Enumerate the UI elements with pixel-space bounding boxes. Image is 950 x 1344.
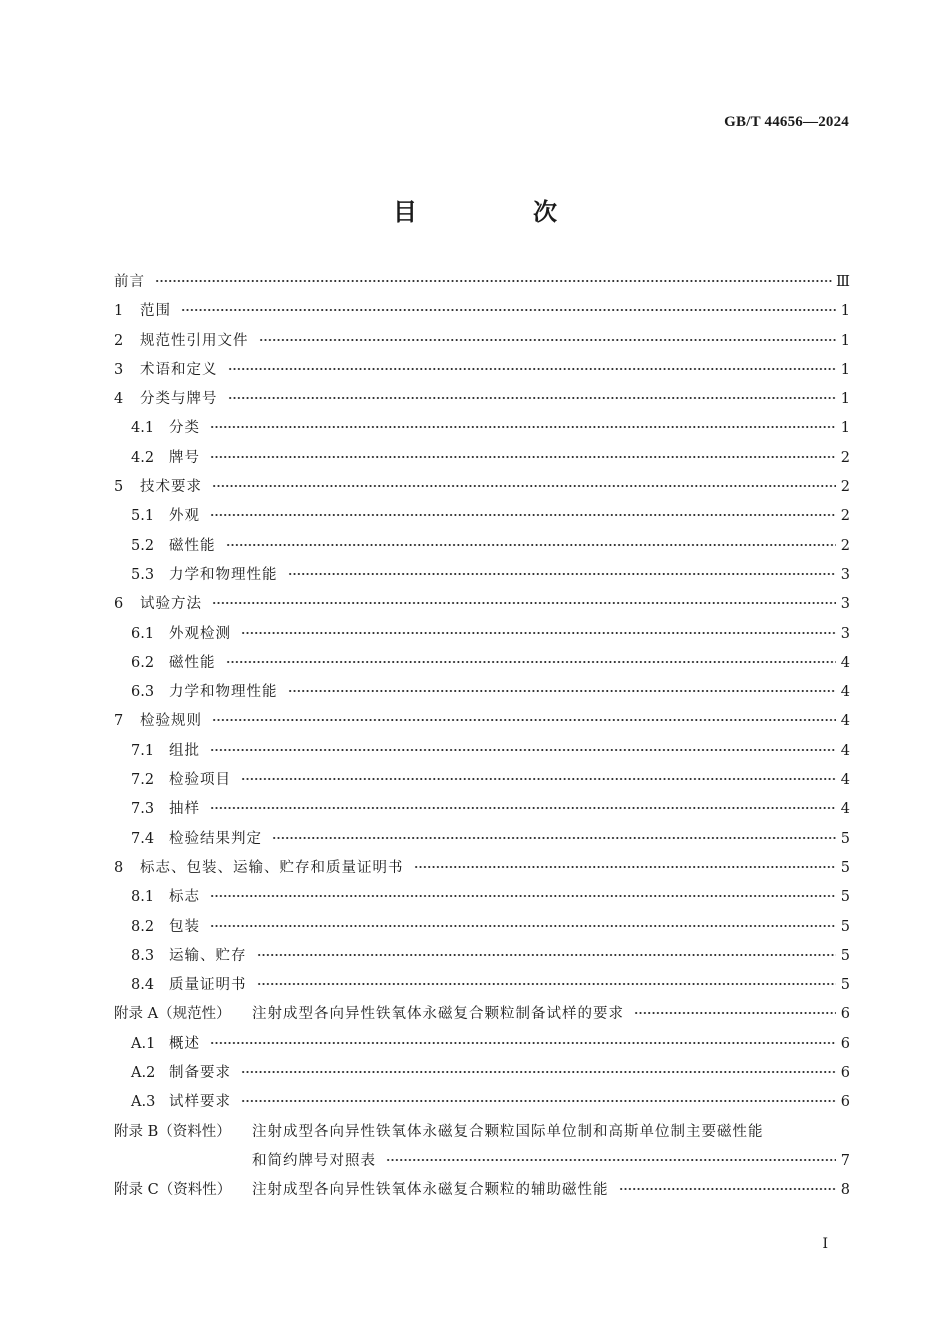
toc-entry[interactable]	[114, 709, 850, 738]
toc-entry-title: 标志	[169, 889, 200, 906]
document-number: GB/T 44656—2024	[724, 114, 849, 130]
toc-entry-title: 检验结果判定	[169, 830, 262, 847]
toc-page-number: 4	[840, 742, 850, 759]
toc-dot-leader	[226, 538, 837, 552]
toc-page-number: 5	[840, 918, 850, 935]
toc-entry[interactable]	[114, 885, 850, 914]
toc-page-number: Ⅲ	[836, 274, 850, 290]
toc-entry-title: 规范性引用文件	[140, 332, 249, 349]
toc-entry[interactable]	[114, 1061, 850, 1090]
toc-entry-number: 6.2	[131, 654, 155, 671]
toc-entry-title: 外观	[169, 508, 200, 525]
toc-entry[interactable]	[114, 563, 850, 592]
toc-entry-number: 8.4	[131, 977, 155, 994]
toc-entry[interactable]	[114, 1120, 850, 1149]
toc-page-number: 5	[840, 947, 850, 964]
toc-page-number: 5	[840, 859, 850, 876]
toc-page-number: 8	[840, 1182, 850, 1199]
toc-page-number: 1	[840, 332, 850, 349]
toc-entry-number: A.3	[131, 1094, 156, 1111]
toc-appendix-label: 附录 A（规范性）	[114, 1006, 231, 1023]
toc-entry[interactable]	[114, 944, 850, 973]
toc-entry-number: 1	[114, 303, 124, 320]
toc-entry-number: 3	[114, 361, 124, 378]
toc-page-number: 4	[840, 801, 850, 818]
toc-page-number: 3	[840, 596, 850, 613]
toc-dot-leader	[212, 479, 836, 493]
toc-page-number: 1	[840, 420, 850, 437]
toc-dot-leader	[228, 362, 837, 376]
toc-page-number: 3	[840, 625, 850, 642]
toc-entry[interactable]	[114, 270, 850, 299]
toc-page-number: 3	[840, 566, 850, 583]
toc-page-number: 5	[840, 977, 850, 994]
toc-entry[interactable]	[114, 504, 850, 533]
toc-entry-number: 7.1	[131, 742, 155, 759]
toc-dot-leader	[210, 919, 836, 933]
toc-page-number: 2	[840, 508, 850, 525]
toc-entry-title: 概述	[169, 1035, 200, 1052]
toc-entry-number: 5.2	[131, 537, 155, 554]
toc-page-number: 6	[840, 1035, 850, 1052]
toc-entry-title: 包装	[169, 918, 200, 935]
toc-dot-leader	[228, 391, 837, 405]
toc-entry-number: 4	[114, 391, 124, 408]
toc-dot-leader	[181, 303, 836, 317]
toc-entry[interactable]	[114, 1032, 850, 1061]
toc-entry-number: A.2	[131, 1065, 156, 1082]
toc-dot-leader	[210, 1036, 836, 1050]
table-of-contents	[114, 270, 850, 1208]
toc-dot-leader	[386, 1153, 836, 1167]
toc-entry-number: 7.2	[131, 772, 155, 789]
toc-entry-title: 牌号	[169, 449, 200, 466]
toc-entry-title: 注射成型各向异性铁氧体永磁复合颗粒的辅助磁性能	[252, 1182, 609, 1199]
toc-dot-leader	[241, 772, 836, 786]
toc-entry-title: 注射成型各向异性铁氧体永磁复合颗粒制备试样的要求	[252, 1006, 624, 1023]
toc-page-number: 1	[840, 361, 850, 378]
toc-entry-number: 6.3	[131, 684, 155, 701]
toc-entry-title: 试验方法	[140, 596, 202, 613]
toc-page-number: 6	[840, 1006, 850, 1023]
toc-entry[interactable]	[114, 387, 850, 416]
toc-entry[interactable]	[114, 1149, 850, 1178]
toc-entry[interactable]	[114, 856, 850, 885]
toc-dot-leader	[241, 626, 836, 640]
toc-entry[interactable]	[114, 739, 850, 768]
toc-entry-title: 前言	[114, 274, 145, 290]
toc-dot-leader	[257, 948, 837, 962]
toc-entry[interactable]	[114, 534, 850, 563]
toc-dot-leader	[226, 655, 837, 669]
toc-entry[interactable]	[114, 475, 850, 504]
toc-entry-title: 磁性能	[169, 537, 216, 554]
toc-dot-leader	[210, 801, 836, 815]
toc-page-number: 2	[840, 537, 850, 554]
toc-entry-title: 组批	[169, 742, 200, 759]
toc-entry[interactable]	[114, 973, 850, 1002]
toc-entry[interactable]	[114, 446, 850, 475]
toc-dot-leader	[212, 596, 836, 610]
toc-dot-leader	[210, 889, 836, 903]
toc-entry-title: 检验规则	[140, 713, 202, 730]
toc-dot-leader	[414, 860, 837, 874]
toc-entry-number: 5.1	[131, 508, 155, 525]
toc-dot-leader	[210, 508, 836, 522]
toc-entry[interactable]	[114, 592, 850, 621]
toc-entry-title: 注射成型各向异性铁氧体永磁复合颗粒国际单位制和高斯单位制主要磁性能	[252, 1123, 764, 1140]
toc-page-number: 1	[840, 391, 850, 408]
toc-appendix-label: 附录 C（资料性）	[114, 1182, 232, 1199]
toc-entry-title: 制备要求	[169, 1065, 231, 1082]
toc-appendix-label: 附录 B（资料性）	[114, 1123, 231, 1140]
toc-dot-leader	[259, 333, 837, 347]
toc-dot-leader	[619, 1182, 837, 1196]
toc-dot-leader	[241, 1065, 836, 1079]
toc-page-number: 4	[840, 713, 850, 730]
toc-page-number: 5	[840, 830, 850, 847]
toc-dot-leader	[210, 743, 836, 757]
page-number: I	[822, 1236, 828, 1252]
toc-entry[interactable]	[114, 1090, 850, 1119]
toc-entry-title: 磁性能	[169, 654, 216, 671]
toc-entry-title: 技术要求	[140, 479, 202, 496]
toc-entry-number: 8	[114, 859, 124, 876]
toc-entry-number: 8.2	[131, 918, 155, 935]
toc-entry[interactable]	[114, 1178, 850, 1207]
toc-entry-number: 6	[114, 596, 124, 613]
toc-page-number: 4	[840, 772, 850, 789]
toc-entry[interactable]	[114, 416, 850, 445]
toc-entry-number: 7.4	[131, 830, 155, 847]
toc-entry-title: 力学和物理性能	[169, 566, 278, 583]
toc-dot-leader	[288, 567, 837, 581]
toc-entry-title: 分类与牌号	[140, 391, 218, 408]
toc-page-number: 1	[840, 303, 850, 320]
toc-dot-leader	[210, 450, 836, 464]
toc-entry-number: 5	[114, 479, 124, 496]
toc-entry[interactable]	[114, 1002, 850, 1031]
toc-entry-number: 6.1	[131, 625, 155, 642]
toc-page-number: 7	[840, 1152, 850, 1169]
toc-entry[interactable]	[114, 915, 850, 944]
toc-dot-leader	[210, 420, 836, 434]
toc-entry-number: 2	[114, 332, 124, 349]
toc-entry-title: 范围	[140, 303, 171, 320]
toc-entry-number: 4.2	[131, 449, 155, 466]
toc-dot-leader	[288, 684, 837, 698]
toc-page-number: 6	[840, 1094, 850, 1111]
toc-entry[interactable]	[114, 680, 850, 709]
page-title: 目 次	[393, 197, 603, 226]
toc-dot-leader	[272, 831, 836, 845]
toc-entry-title: 抽样	[169, 801, 200, 818]
toc-entry-title: 术语和定义	[140, 361, 218, 378]
toc-entry[interactable]	[114, 768, 850, 797]
toc-dot-leader	[241, 1094, 836, 1108]
toc-entry[interactable]	[114, 651, 850, 680]
toc-entry-title: 力学和物理性能	[169, 684, 278, 701]
toc-dot-leader	[155, 274, 832, 288]
toc-entry[interactable]	[114, 797, 850, 826]
toc-entry-number: 4.1	[131, 420, 155, 437]
toc-entry[interactable]	[114, 299, 850, 328]
toc-entry-title: 试样要求	[169, 1094, 231, 1111]
toc-entry[interactable]	[114, 827, 850, 856]
toc-page-number: 4	[840, 654, 850, 671]
toc-entry-title: 分类	[169, 420, 200, 437]
toc-page-number: 4	[840, 684, 850, 701]
toc-entry-number: 7.3	[131, 801, 155, 818]
toc-entry[interactable]	[114, 622, 850, 651]
toc-dot-leader	[634, 1006, 836, 1020]
toc-page-number: 6	[840, 1065, 850, 1082]
toc-entry-title: 检验项目	[169, 772, 231, 789]
toc-entry-title: 标志、包装、运输、贮存和质量证明书	[140, 859, 404, 876]
toc-entry-number: 7	[114, 713, 124, 730]
toc-entry[interactable]	[114, 358, 850, 387]
toc-entry-title: 质量证明书	[169, 977, 247, 994]
toc-page-number: 2	[840, 449, 850, 466]
toc-entry-number: 5.3	[131, 566, 155, 583]
toc-entry-number: 8.1	[131, 889, 155, 906]
toc-entry-title: 外观检测	[169, 625, 231, 642]
toc-dot-leader	[212, 713, 836, 727]
toc-page-number: 5	[840, 889, 850, 906]
toc-entry-title: 运输、贮存	[169, 947, 247, 964]
toc-entry-number: 8.3	[131, 947, 155, 964]
toc-dot-leader	[257, 977, 837, 991]
toc-entry-title: 和简约牌号对照表	[252, 1152, 376, 1169]
toc-page-number: 2	[840, 479, 850, 496]
toc-entry-number: A.1	[131, 1035, 156, 1052]
toc-entry[interactable]	[114, 329, 850, 358]
